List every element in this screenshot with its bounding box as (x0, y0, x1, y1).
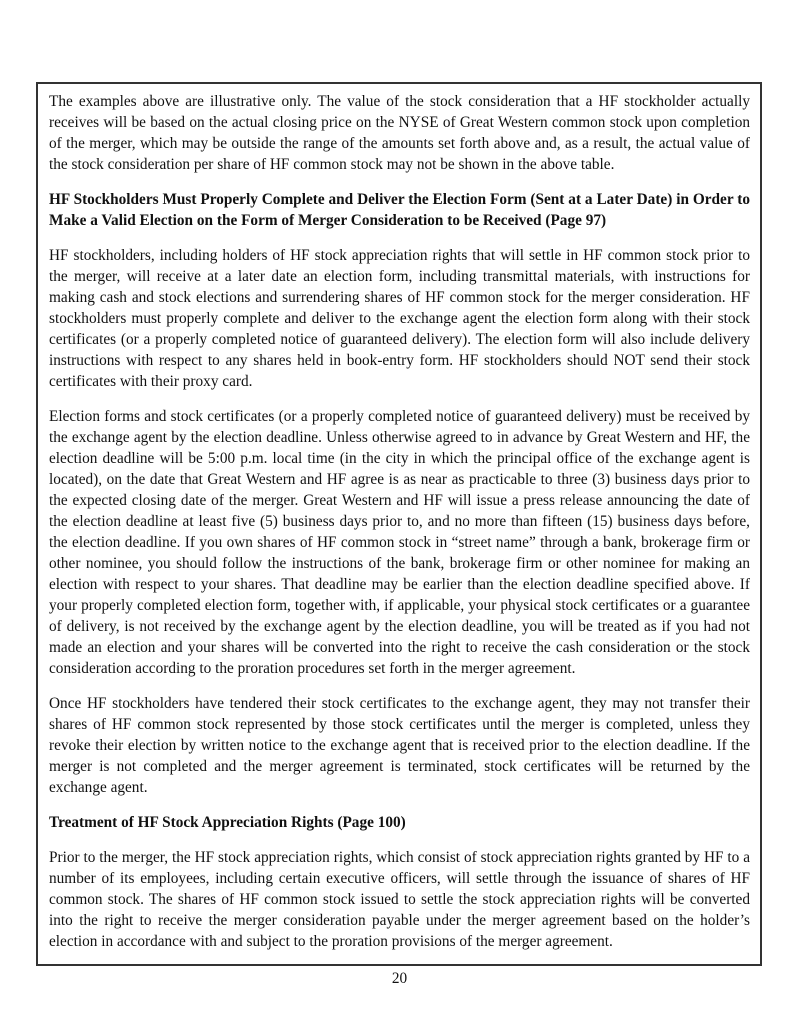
paragraph-tendered-certificates: Once HF stockholders have tendered their stock certificates to the exchange agent, they may not transfer their shares of HF common stock represented by those stock certificates until the merger is completed, unless they revoke their election by written notice to the exchange agent that is received prior to the election deadline. If the merger is not completed and the merger agreement is terminated, stock certificates will be returned by the exchange agent. (49, 695, 750, 796)
page-number: 20 (391, 970, 408, 987)
paragraph-illustrative: The examples above are illustrative only. The value of the stock consideration that a HF stockholder actually receives will be based on the actual closing price on the NYSE of Great Western common stock upon completion of the merger, which may be outside the range of the amounts set forth above and, as a result, the actual value of the stock consideration per share of HF common stock may not be shown in the above table. (49, 93, 750, 173)
paragraph-stock-appreciation-rights: Prior to the merger, the HF stock appreciation rights, which consist of stock appreciation rights granted by HF to a number of its employees, including certain executive officers, will settle through the issuance of shares of HF common stock. The shares of HF common stock issued to settle the stock appreciation rights will be converted into the right to receive the merger consideration payable under the merger agreement based on the holder’s election in accordance with and subject to the proration provisions of the merger agreement. (49, 849, 750, 950)
content-box (36, 82, 762, 966)
heading-election-form: HF Stockholders Must Properly Complete and Deliver the Election Form (Sent at a Later Date) in Order to Make a Valid Election on the Form of Merger Consideration to be Received (Page 97) (49, 191, 750, 229)
heading-stock-appreciation-rights: Treatment of HF Stock Appreciation Rights (Page 100) (49, 814, 406, 831)
paragraph-election-form: HF stockholders, including holders of HF stock appreciation rights that will settle in HF common stock prior to the merger, will receive at a later date an election form, including transmittal materials, with instructions for making cash and stock elections and surrendering shares of HF common stock for the merger consideration. HF stockholders must properly complete and deliver to the exchange agent the election form along with their stock certificates (or a properly completed notice of guaranteed delivery). The election form will also include delivery instructions with respect to any shares held in book-entry form. HF stockholders should NOT send their stock certificates with their proxy card. (49, 247, 750, 390)
paragraph-election-deadline: Election forms and stock certificates (or a properly completed notice of guaranteed delivery) must be received by the exchange agent by the election deadline. Unless otherwise agreed to in advance by Great Western and HF, the election deadline will be 5:00 p.m. local time (in the city in which the principal office of the exchange agent is located), on the date that Great Western and HF agree is as near as practicable to three (3) business days prior to the expected closing date of the merger. Great Western and HF will issue a press release announcing the date of the election deadline at least five (5) business days prior to, and no more than fifteen (15) business days before, the election deadline. If you own shares of HF common stock in “street name” through a bank, brokerage firm or other nominee, you should follow the instructions of the bank, brokerage firm or other nominee for making an election with respect to your shares. That deadline may be earlier than the election deadline specified above. If your properly completed election form, together with, if applicable, your physical stock certificates or a guarantee of delivery, is not received by the exchange agent by the election deadline, you will be treated as if you had not made an election and your shares will be converted into the right to receive the cash consideration or the stock consideration according to the proration procedures set forth in the merger agreement. (49, 408, 750, 677)
